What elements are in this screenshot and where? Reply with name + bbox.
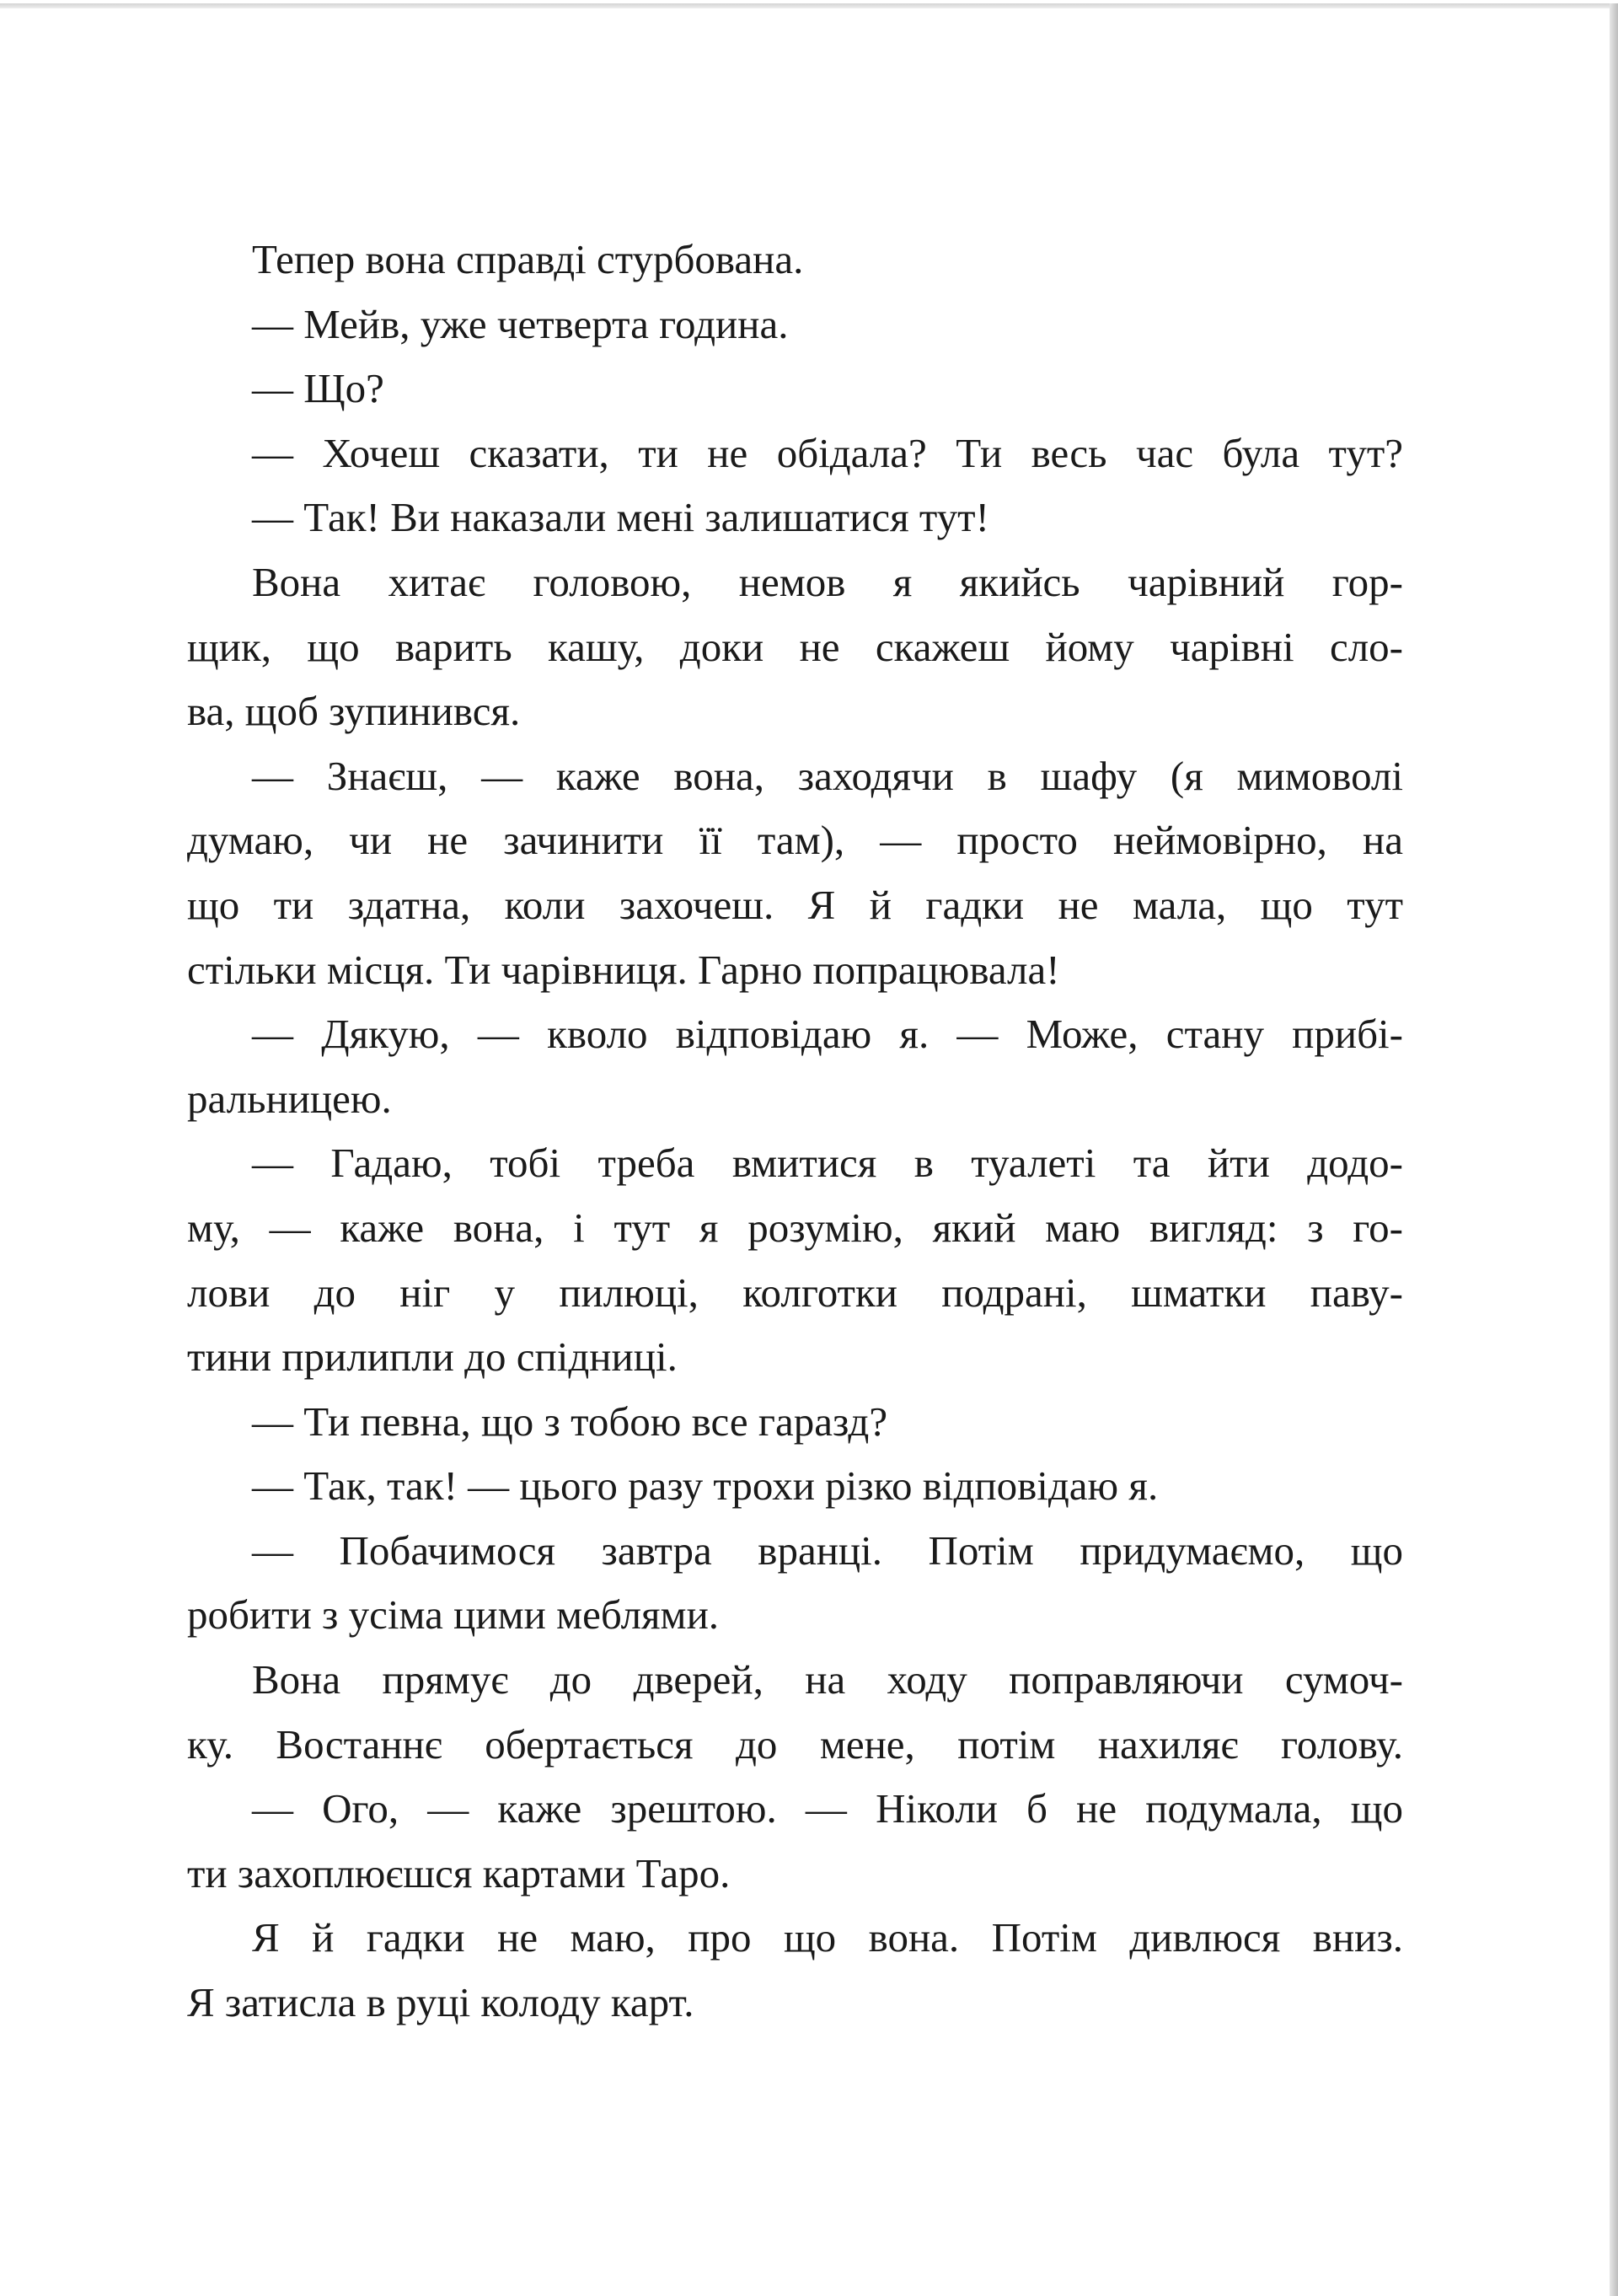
text-line: ку. Востаннє обертається до мене, потім нахиляє голову. (187, 1720, 1403, 1768)
text-line: — Так! Ви наказали мені залишатися тут! (252, 494, 989, 541)
text-line: — Ти певна, що з тобою все гаразд? (252, 1397, 888, 1445)
text-line: ти захоплюєшся картами Таро. (187, 1849, 731, 1896)
text-line: стільки місця. Ти чарівниця. Гарно попрацювала! (187, 946, 1060, 993)
text-line: Вона прямує до дверей, на ходу поправляючи сумоч- (252, 1656, 1403, 1703)
text-line: — Гадаю, тобі треба вмитися в туалеті та йти додо- (252, 1140, 1403, 1187)
page-frame-right-edge (1610, 3, 1618, 2296)
text-line: — Побачимося завтра вранці. Потім придумаємо, що (252, 1526, 1403, 1574)
text-line: Вона хитає головою, немов я якийсь чарівний гор- (252, 558, 1403, 605)
text-line: — Дякую, — кволо відповідаю я. — Може, стану прибі- (252, 1011, 1403, 1058)
text-line: думаю, чи не зачинити її там), — просто неймовірно, на (187, 817, 1403, 864)
text-line: — Що? (252, 365, 384, 412)
text-line: — Так, так! — цього разу трохи різко відповідаю я. (252, 1462, 1159, 1510)
text-line: — Мейв, уже четверта година. (252, 300, 789, 347)
text-line: робити з усіма цими меблями. (187, 1591, 720, 1639)
text-line: — Ого, — каже зрештою. — Ніколи б не подумала, що (252, 1785, 1403, 1832)
text-line: Я затисла в руці колоду карт. (187, 1979, 694, 2026)
text-line: Я й гадки не маю, про що вона. Потім дивлюся вниз. (252, 1914, 1403, 1961)
text-line: — Хочеш сказати, ти не обідала? Ти весь час була тут? (252, 429, 1403, 476)
page-body-text (187, 228, 1403, 2036)
text-line: му, — каже вона, і тут я розумію, який маю вигляд: з го- (187, 1204, 1403, 1251)
text-line: ральницею. (187, 1075, 392, 1122)
text-line: лови до ніг у пилюці, колготки подрані, шматки паву- (187, 1269, 1403, 1316)
text-line: — Знаєш, — каже вона, заходячи в шафу (я мимоволі (252, 752, 1403, 799)
text-line: ва, щоб зупинився. (187, 688, 521, 735)
text-line: тини прилипли до спідниці. (187, 1333, 678, 1381)
page-frame-top-edge (0, 3, 1614, 8)
text-line: Тепер вона справді стурбована. (252, 236, 804, 282)
text-line: що ти здатна, коли захочеш. Я й гадки не мала, що тут (187, 881, 1403, 928)
text-line: щик, що варить кашу, доки не скажеш йому чарівні сло- (187, 623, 1403, 670)
